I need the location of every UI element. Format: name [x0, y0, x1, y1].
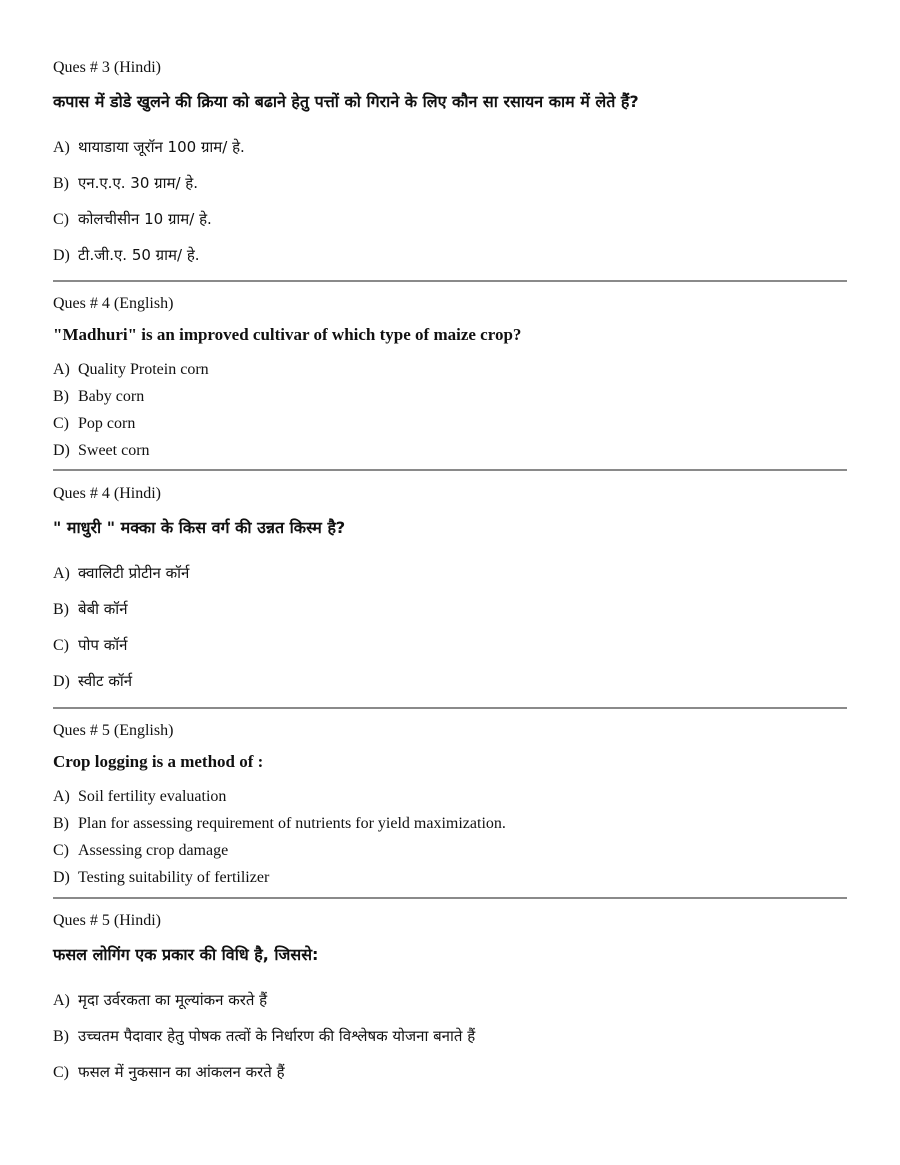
option-letter: B) [53, 601, 69, 618]
option-text: कोलचीसीन 10 ग्राम/ हे. [78, 210, 212, 228]
option-text: Sweet corn [78, 442, 150, 459]
option-text: टी.जी.ए. 50 ग्राम/ हे. [78, 246, 200, 264]
question-divider [53, 280, 847, 282]
question-header: Ques # 5 (Hindi) [53, 912, 161, 929]
option-text: उच्चतम पैदावार हेतु पोषक तत्वों के निर्धारण की विश्लेषक योजना बनाते हैं [78, 1027, 476, 1045]
option-letter: D) [53, 247, 70, 264]
option-b [53, 814, 506, 834]
option-c [53, 635, 127, 656]
option-text: मृदा उर्वरकता का मूल्यांकन करते हैं [78, 991, 268, 1009]
option-d [53, 245, 200, 266]
option-letter: A) [53, 565, 70, 582]
question-text: कपास में डोडे खुलने की क्रिया को बढाने हेतु पत्तों को गिराने के लिए कौन सा रसायन काम में लेते हैं? [53, 92, 639, 111]
question-header: Ques # 5 (English) [53, 722, 174, 739]
option-letter: A) [53, 992, 70, 1009]
option-letter: A) [53, 139, 70, 156]
option-b [53, 1026, 475, 1047]
option-letter: D) [53, 442, 70, 459]
option-text: पोप कॉर्न [78, 636, 128, 654]
question-text: "Madhuri" is an improved cultivar of which type of maize crop? [53, 325, 522, 344]
option-text: Soil fertility evaluation [78, 788, 227, 805]
option-letter: D) [53, 673, 70, 690]
option-text: Plan for assessing requirement of nutrients for yield maximization. [78, 815, 506, 832]
option-letter: D) [53, 869, 70, 886]
question-text: Crop logging is a method of : [53, 752, 264, 771]
option-c [53, 414, 135, 434]
option-letter: C) [53, 415, 69, 432]
option-letter: B) [53, 815, 69, 832]
option-text: बेबी कॉर्न [78, 600, 128, 618]
option-letter: A) [53, 788, 70, 805]
question-text: " माधुरी " मक्का के किस वर्ग की उन्नत किस्म है? [53, 518, 346, 537]
option-text: थायाडाया जूरॉन 100 ग्राम/ हे. [78, 138, 245, 156]
option-letter: C) [53, 637, 69, 654]
question-text: फसल लोगिंग एक प्रकार की विधि है, जिससे: [53, 945, 319, 964]
question-header: Ques # 4 (English) [53, 295, 174, 312]
question-header: Ques # 3 (Hindi) [53, 59, 161, 76]
option-a [53, 990, 267, 1011]
option-text: स्वीट कॉर्न [78, 672, 133, 690]
option-b [53, 387, 144, 407]
option-b [53, 173, 198, 194]
option-letter: B) [53, 388, 69, 405]
option-text: Baby corn [78, 388, 145, 405]
option-c [53, 1062, 285, 1083]
option-text: एन.ए.ए. 30 ग्राम/ हे. [78, 174, 199, 192]
question-header: Ques # 4 (Hindi) [53, 485, 161, 502]
question-divider [53, 469, 847, 471]
option-d [53, 671, 132, 692]
option-text: Testing suitability of fertilizer [78, 869, 270, 886]
option-letter: C) [53, 211, 69, 228]
option-d [53, 868, 269, 888]
option-a [53, 137, 245, 158]
option-c [53, 841, 228, 861]
option-text: Quality Protein corn [78, 361, 209, 378]
option-letter: C) [53, 842, 69, 859]
option-text: फसल में नुकसान का आंकलन करते हैं [78, 1063, 285, 1081]
option-letter: B) [53, 175, 69, 192]
option-text: क्वालिटी प्रोटीन कॉर्न [78, 564, 190, 582]
option-letter: A) [53, 361, 70, 378]
option-a [53, 563, 189, 584]
question-divider [53, 707, 847, 709]
option-b [53, 599, 128, 620]
option-c [53, 209, 212, 230]
option-text: Pop corn [78, 415, 136, 432]
option-text: Assessing crop damage [78, 842, 229, 859]
option-letter: C) [53, 1064, 69, 1081]
option-a [53, 787, 226, 807]
question-divider [53, 897, 847, 899]
option-d [53, 441, 150, 461]
option-letter: B) [53, 1028, 69, 1045]
option-a [53, 360, 209, 380]
